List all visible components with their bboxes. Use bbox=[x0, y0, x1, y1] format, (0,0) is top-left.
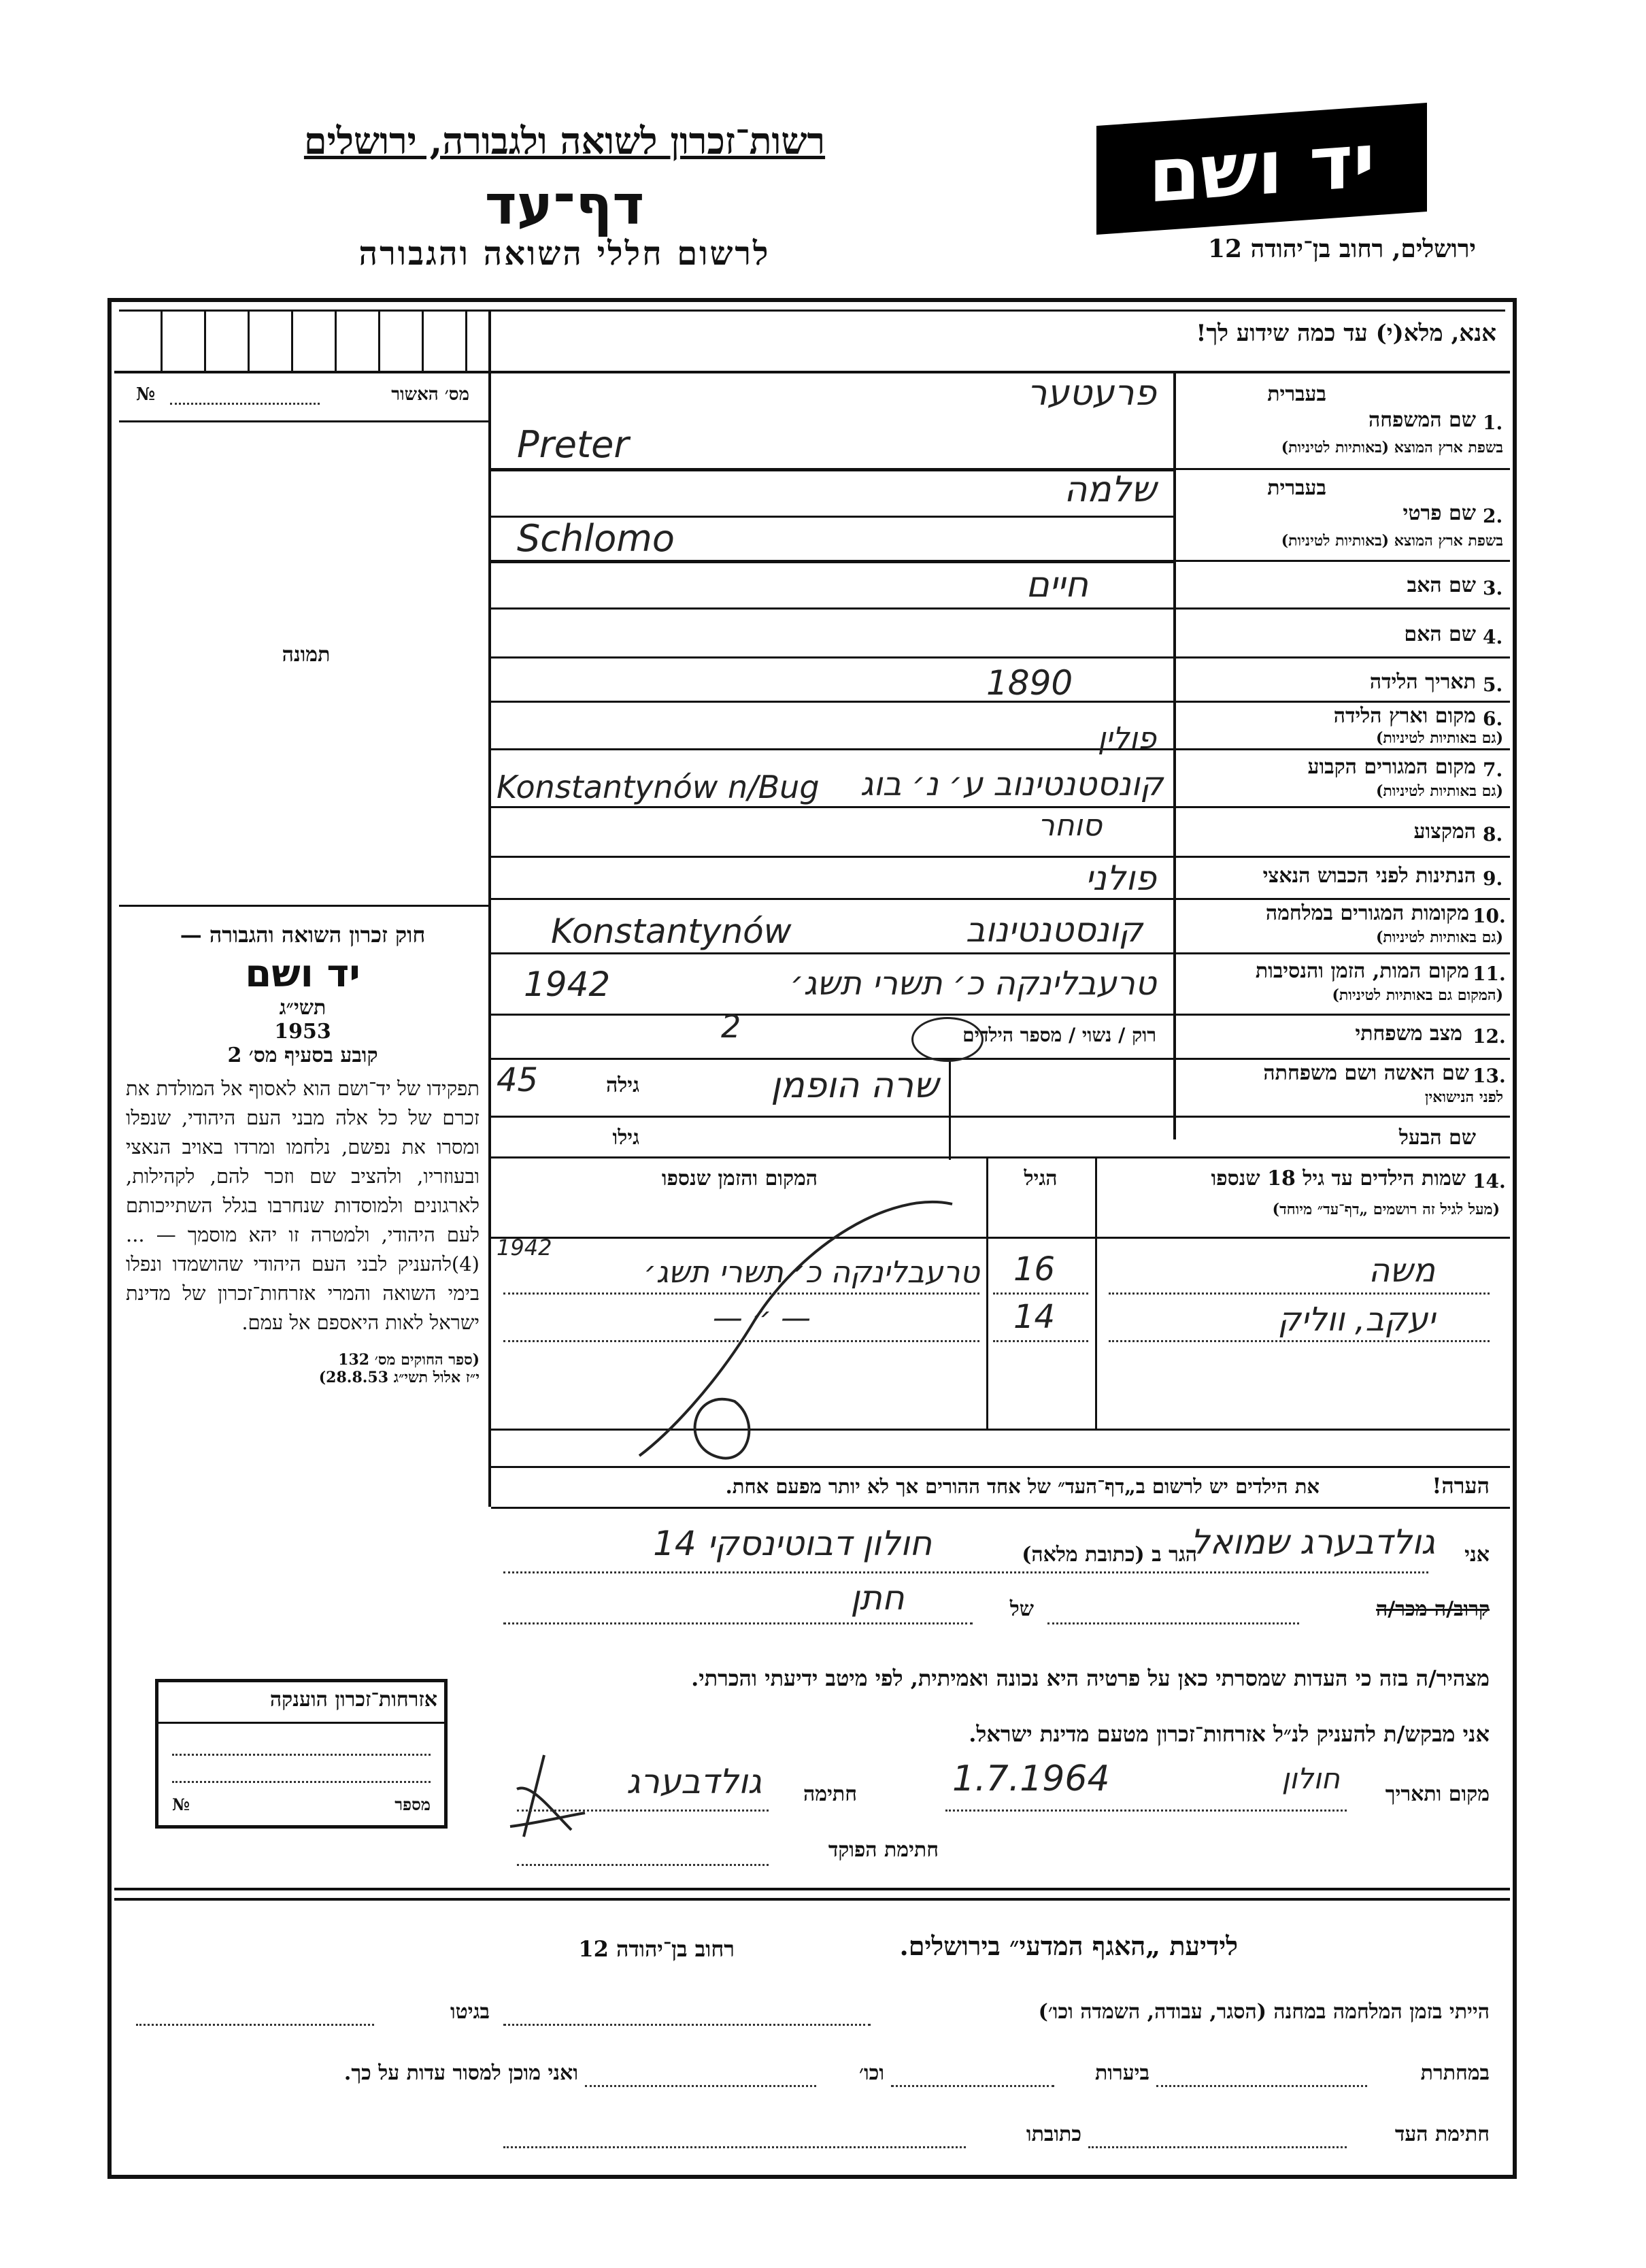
relation-label: קרוב/ה מכר/ה bbox=[1376, 1597, 1490, 1621]
law-text: תפקידו של יד־ושם הוא לאסוף אל המולדת את זכרם של כל אלה מבני העם היהודי, שנפלו ומסרו את נפשם, נלחמו ומרדו באויב הנאצי ובעוזריו, ולהציב שם וזכר להם, לקהילות, לארגונים ולמוסדות שנחרבו בגלל השתייכותם לעם היהודי, ולמטרה זו יהא מוסמך — ...(4)להעניק לבני העם היהודי שהושמדו ונפלו בימי השואה והמרי אזרחות־זכרון של מדינת ישראל לאות היאספם אל עמם. bbox=[126, 1077, 480, 1334]
father-name: חיים bbox=[1026, 565, 1088, 605]
law-year-he: תשי״ג bbox=[279, 996, 326, 1020]
bottom-etc: וכו׳ bbox=[859, 2061, 884, 2085]
law-title: חוק זכרון השואה והגבורה — bbox=[180, 922, 426, 948]
authority-name: רשות־זכרון לשואה ולגבורה, ירושלים bbox=[303, 119, 826, 163]
death-year: 1942 bbox=[524, 965, 611, 1004]
birth-date: 1890 bbox=[986, 663, 1073, 703]
declaration-text: מצהיר/ה בזה כי העדות שמסרתי כאן על פרטיה היא נכונה ואמיתית, לפי מיטב ידיעתי והכרתי. bbox=[691, 1665, 1490, 1691]
field-2-label: שם פרטי bbox=[1403, 501, 1476, 525]
field-11-label: מקום המות, הזמן והנסיבות bbox=[1255, 959, 1469, 983]
war-residence-hebrew: קונסטנטינוב bbox=[965, 910, 1143, 950]
child-1-year: 1942 bbox=[497, 1235, 552, 1261]
first-name-latin: Schlomo bbox=[517, 517, 675, 560]
field-12-label: מצב משפחתי bbox=[1355, 1022, 1462, 1046]
wife-age-label: גילה bbox=[605, 1073, 639, 1097]
citizenship-number-label: מספר bbox=[394, 1795, 431, 1814]
signature-flourish bbox=[497, 1748, 592, 1844]
bottom-ready: ואני מוכן למסור עדות על כך. bbox=[343, 2061, 578, 2085]
relation-value: חתן bbox=[850, 1578, 905, 1618]
child-1-place: טרעבלינקה כ׳ תשרי תשג׳ bbox=[643, 1255, 979, 1290]
pen-scribble bbox=[599, 1184, 1007, 1469]
law-ref-2: י״ז אלול תשי״ג 28.8.53) bbox=[318, 1369, 480, 1386]
signature-label: חתימה bbox=[803, 1782, 857, 1806]
bottom-address-label: כתובתו bbox=[1026, 2122, 1081, 2146]
field-1-hebrew-tag: בעברית bbox=[1267, 382, 1326, 406]
war-residence-latin: Konstantynów bbox=[551, 912, 792, 951]
field-13-label: שם האשה ושם משפחתה bbox=[1263, 1061, 1469, 1085]
bottom-heading: לידיעת „האגף המדעי״ בירושלים. bbox=[899, 1931, 1238, 1961]
declarant-lives-label: הגר ב (כתובת מלאה) bbox=[1022, 1543, 1197, 1567]
first-name-hebrew: שלמה bbox=[1064, 469, 1156, 510]
birth-place: פולין bbox=[1097, 721, 1156, 756]
field-2-hebrew-tag: בעברית bbox=[1267, 476, 1326, 500]
intro-text: אנא, מלא(י) עד כמה שידוע לך! bbox=[1196, 320, 1496, 347]
request-text: אני מבקש/ת להעניק לנ״ל אזרחות־זכרון מטעם מדינת ישראל. bbox=[969, 1721, 1490, 1747]
bottom-witness-sig: חתימת העד bbox=[1394, 2122, 1490, 2146]
approval-no-label: מס׳ האשור bbox=[391, 384, 469, 405]
field-8-label: המקצוע bbox=[1413, 820, 1476, 844]
sign-date: 1.7.1964 bbox=[952, 1758, 1110, 1799]
declarant-i-label: אני bbox=[1464, 1543, 1490, 1567]
field-5-label: תאריך הלידה bbox=[1369, 670, 1476, 694]
law-box bbox=[126, 922, 480, 1386]
children-count: 2 bbox=[721, 1008, 741, 1045]
form-subtitle: לרשום חללי השואה והגבורה bbox=[358, 235, 771, 273]
law-name: יד ושם bbox=[245, 952, 360, 996]
bottom-line1: הייתי בזמן המלחמה במחנה (הסגר, עבודה, השמדה וכו׳) bbox=[1038, 2000, 1490, 2024]
field-6-label: מקום וארץ הלידה bbox=[1333, 704, 1476, 728]
approval-checkbox-cells bbox=[119, 310, 486, 371]
yad-vashem-logo bbox=[1096, 103, 1427, 235]
photo-label: תמונה bbox=[282, 643, 331, 667]
field-7-label: מקום המגורים הקבוע bbox=[1307, 755, 1476, 779]
wife-name: שרה הופמן bbox=[771, 1065, 939, 1106]
field-3-label: שם האב bbox=[1407, 573, 1476, 597]
declarant-signature: גולדבערג bbox=[626, 1762, 762, 1801]
field-1-label: שם המשפחה bbox=[1368, 408, 1476, 432]
yad-vashem-address: ירושלים, רחוב בן־יהודה 12 bbox=[1207, 235, 1476, 263]
residence-hebrew: קונסטנטינוב ע׳ נ׳ בוג bbox=[860, 765, 1163, 803]
law-section: קובע בסעיף מס׳ 2 bbox=[227, 1044, 378, 1067]
husband-label: שם הבעל bbox=[1398, 1126, 1476, 1150]
of-label: של bbox=[1009, 1597, 1034, 1621]
declarant-name: גולדבערג שמואל bbox=[1190, 1522, 1435, 1562]
family-name-hebrew: פרעטער bbox=[1027, 373, 1156, 414]
citizenship: פולני bbox=[1085, 858, 1156, 898]
child-2-age: 14 bbox=[1013, 1298, 1056, 1336]
family-name-latin: Preter bbox=[517, 423, 629, 466]
bottom-address: רחוב בן־יהודה 12 bbox=[578, 1936, 735, 1962]
law-ref-1: (ספר החוקים מס׳ 132 bbox=[338, 1351, 480, 1369]
officer-signature-label: חתימת הפוקד bbox=[828, 1838, 939, 1862]
note-text: את הילדים יש לרשום ב„דף־העד״ של אחד ההורים אך לא יותר מפעם אחת. bbox=[725, 1475, 1320, 1498]
note-label: הערה! bbox=[1432, 1473, 1490, 1499]
child-2-place: — ״ — bbox=[712, 1301, 811, 1335]
child-1-age: 16 bbox=[1013, 1250, 1056, 1288]
law-year: 1953 bbox=[274, 1020, 331, 1044]
residence-latin: Konstantynów n/Bug bbox=[497, 769, 820, 805]
sign-place: חולון bbox=[1281, 1762, 1340, 1795]
occupation: סוחר bbox=[1037, 808, 1102, 843]
field-4-label: שם האם bbox=[1404, 622, 1476, 646]
bottom-forests: ביערות bbox=[1094, 2061, 1149, 2085]
children-label: שמות הילדים עד גיל 18 שנספו bbox=[1211, 1167, 1466, 1190]
citizenship-box bbox=[155, 1679, 448, 1829]
logo-text: יד ושם bbox=[1148, 116, 1375, 220]
child-2-name: יעקב, ווליק bbox=[1277, 1301, 1435, 1339]
children-col-age: הגיל bbox=[1024, 1167, 1058, 1190]
wife-age: 45 bbox=[497, 1061, 539, 1099]
field-9-label: הנתינות לפני הכבוש הנאצי bbox=[1262, 864, 1476, 888]
declarant-address: חולון דבוטינסקי 14 bbox=[653, 1524, 932, 1563]
citizenship-title: אזרחות־זכרון הוענקה bbox=[269, 1688, 437, 1712]
death-place-date: טרעבלינקה כ׳ תשרי תשג׳ bbox=[790, 965, 1156, 1003]
citizenship-no-symbol: № bbox=[172, 1795, 190, 1814]
form-title: דף־עד bbox=[484, 173, 645, 237]
married-circle-mark bbox=[911, 1017, 984, 1062]
place-date-label: מקום ותאריך bbox=[1385, 1782, 1490, 1806]
bottom-ghetto: בגיטו bbox=[450, 2000, 490, 2024]
approval-no-symbol: № bbox=[136, 384, 156, 405]
children-col-place: המקום והזמן שנספו bbox=[661, 1167, 818, 1190]
bottom-underground: במחתרת bbox=[1420, 2061, 1490, 2085]
marital-status-options: רוק / נשוי / מספר הילדים bbox=[962, 1024, 1156, 1046]
field-10-label: מקומות המגורים במלחמה bbox=[1265, 901, 1469, 925]
husband-age-label: גילו bbox=[612, 1126, 639, 1150]
child-1-name: משה bbox=[1368, 1252, 1435, 1290]
